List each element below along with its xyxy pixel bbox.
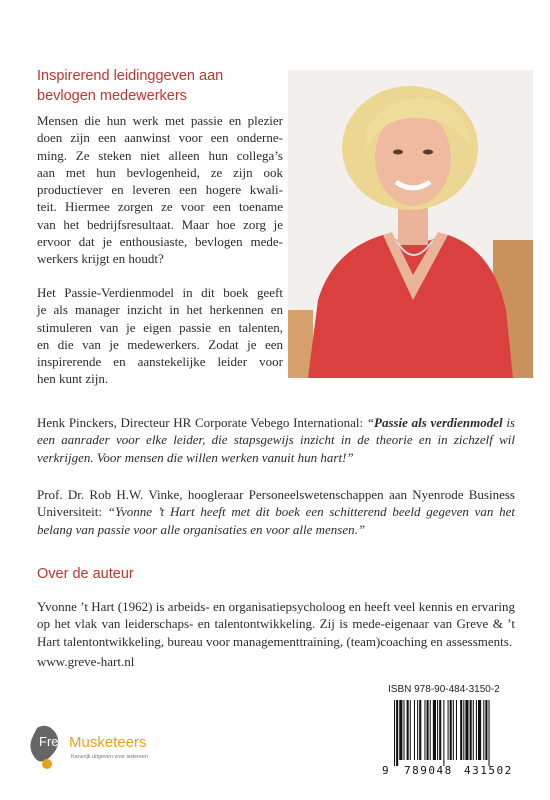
barcode-bar [453,700,454,760]
barcode-bar [396,700,398,766]
barcode-bar [450,700,452,760]
paragraph-line: ming. Ze steken niet alleen hun collega’s [37,147,283,163]
quote-2-text: “Yvonne ’t Hart heeft met dit boek een schitterend beeld gegeven van het belang van passie voor alle organisaties en voor alle mensen.” [37,504,515,537]
publisher-name-free: Free [39,734,66,749]
barcode-bar [399,700,402,760]
intro-heading-line2: bevlogen medewerkers [37,88,187,104]
intro-heading-line1: Inspirerend leidinggeven aan [37,68,224,84]
barcode-bar [430,700,431,760]
intro-paragraph-2 [37,284,283,388]
barcode-bar [476,700,477,760]
paragraph-line: je als manager inzicht in het herkennen en [37,302,283,318]
barcode-bar [478,700,481,760]
barcode-bar [489,700,490,766]
barcode-bar [465,700,468,760]
barcode-bar [424,700,425,760]
isbn-label: ISBN 978-90-484-3150-2 [388,684,500,695]
barcode-bar [410,700,411,760]
isbn-digit-first: 9 [382,764,389,776]
paragraph-line: aan met hun bevlogenheid, ze zijn ook [37,164,283,180]
barcode-bar [419,700,421,760]
paragraph-line: doen zijn een aanwinst voor een onderne- [37,130,283,146]
barcode-bar [485,700,487,760]
barcode-bar [456,700,457,760]
quote-2-author: Prof. Dr. Rob H.W. Vinke, hoogleraar Personeelswetenschappen aan Nyenrode Business Universiteit: [37,487,515,520]
author-website: www.greve-hart.nl [37,654,135,669]
paragraph-line: hen kunt zijn. [37,371,109,387]
barcode-bar [463,700,464,760]
paragraph-line: teit. Hiermee zorgen ze voor een toename [37,199,283,215]
about-heading: Over de auteur [37,566,134,582]
paragraph-line: productiever en leveren een hogere kwali- [37,182,283,198]
barcode-bar [448,700,449,760]
barcode-bar [403,700,404,760]
paragraph-line: van het bedrijfsresultaat. Maar hoe zorg je [37,216,283,232]
paragraph-line: stimuleren van je eigen passie en talenten, [37,319,283,335]
quote-1-open-mark: “ [366,415,374,430]
isbn-barcode [380,698,530,776]
barcode-bar [414,700,415,760]
paragraph-line: ervoor dat je enthousiaste, bevlogen mede- [37,234,283,250]
barcode-bar [439,700,441,760]
barcode-bar [470,700,472,760]
publisher-tagline: Kansrijk uitgeven voor iedereen [71,754,149,760]
barcode-bar [437,700,438,760]
barcode-bar [417,700,418,760]
intro-heading [37,66,223,106]
quote-1 [37,414,515,466]
about-text: Yvonne ’t Hart (1962) is arbeids- en organisatiepsycholoog en heeft veel kennis en ervaring op het vlak van leiderschaps- en talentontwikkeling. Zij is mede-eigenaar van Greve & ’t Hart talentontwikkeling, bureau voor managementtraining, (team)coaching en assessments. [37,599,515,649]
quote-2 [37,486,515,538]
barcode-bar [433,700,436,760]
paragraph-line: en die van je medewerkers. Zodat je een [37,336,283,352]
intro-paragraph-1 [37,112,283,268]
publisher-name-musketeers: Musketeers [69,734,147,751]
isbn-digits-left: 789048 [404,764,453,776]
barcode-bar [394,700,395,766]
barcode-bar [443,700,444,766]
barcode-bar [407,700,409,760]
paragraph-line: werkers krijgt en houdt? [37,251,164,267]
quote-1-text: is een aanrader voor elke leider, die stapsgewijs inzicht in de theorie en in zichzelf wil verkrijgen. Voor mensen die willen werken vanuit hun hart!” [37,415,515,465]
publisher-logo [25,722,185,777]
barcode-bar [483,700,484,760]
paragraph-line: Het Passie-Verdienmodel in dit boek geeft [37,285,283,300]
barcode-bar [460,700,462,760]
paragraph-line: inspirerende en aanstekelijke leider voor [37,354,283,370]
publisher-logo-dot-icon [42,759,52,769]
author-photo [288,70,533,378]
barcode-bar [427,700,429,760]
barcode-bar [473,700,474,760]
paragraph-line: Mensen die hun werk met passie en plezier [37,113,283,128]
isbn-digits-right: 431502 [464,764,513,776]
quote-1-author: Henk Pinckers, Directeur HR Corporate Vebego International: [37,415,367,430]
quote-1-book-title: Passie als verdienmodel [374,415,503,430]
